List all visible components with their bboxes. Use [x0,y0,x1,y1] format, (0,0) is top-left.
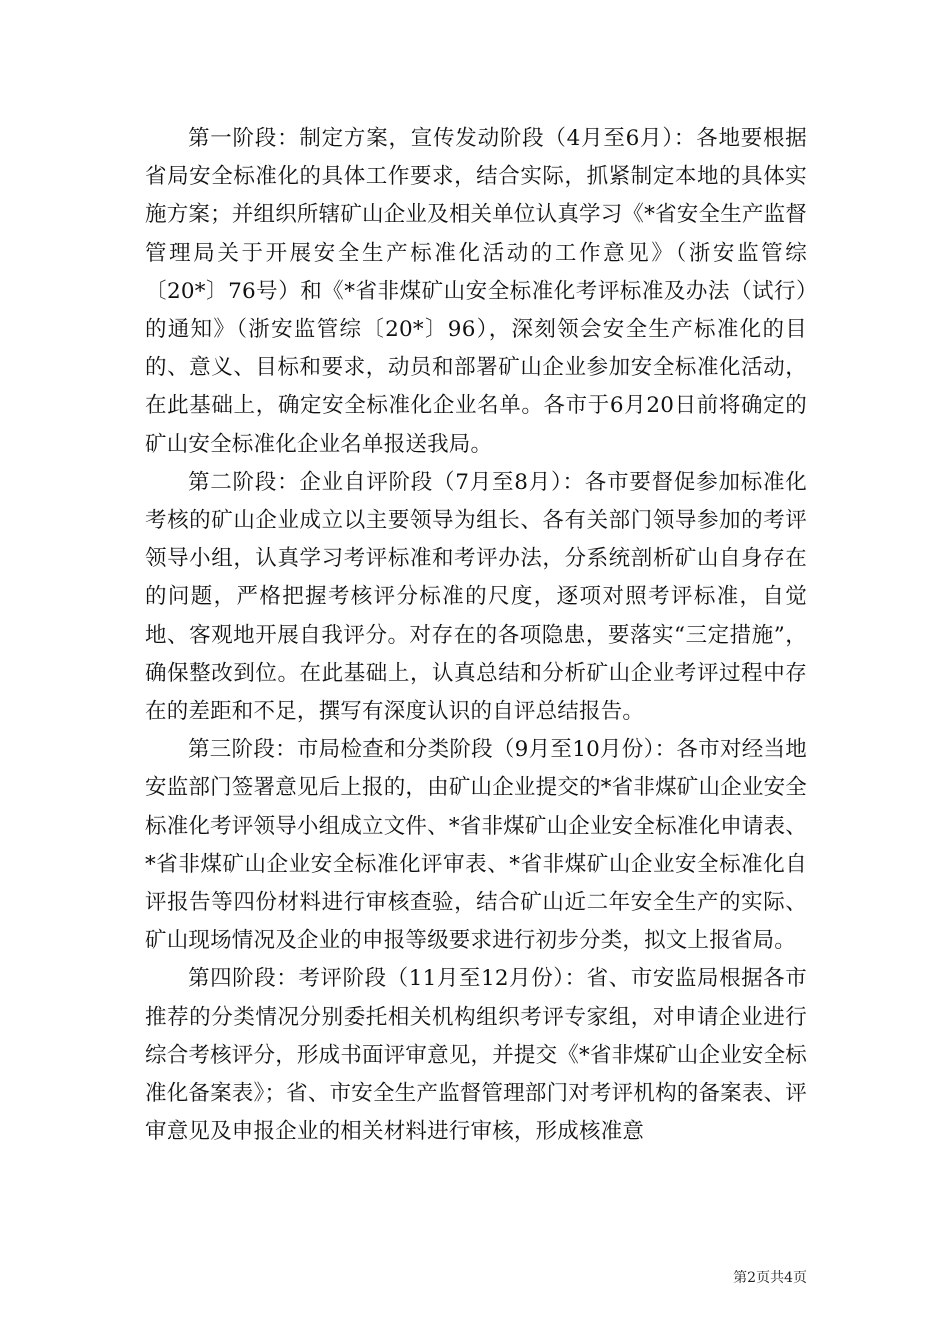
paragraph-stage-three: 第三阶段：市局检查和分类阶段（9月至10月份）：各市对经当地安监部门签署意见后上报的，由矿山企业提交的*省非煤矿山企业安全标准化考评领导小组成立文件、*省非煤矿山企业安全标准化申请表、*省非煤矿山企业安全标准化评审表、*省非煤矿山企业安全标准化自评报告等四份材料进行审核查验，结合矿山近二年安全生产的实际、矿山现场情况及企业的申报等级要求进行初步分类，拟文上报省局。 [145,737,807,954]
paragraph-stage-one: 第一阶段：制定方案，宣传发动阶段（4月至6月）：各地要根据省局安全标准化的具体工作要求，结合实际，抓紧制定本地的具体实施方案；并组织所辖矿山企业及相关单位认真学习《*省安全生产监督管理局关于开展安全生产标准化活动的工作意见》（浙安监管综〔20*〕76号）和《*省非煤矿山安全标准化考评标准及办法（试行）的通知》（浙安监管综〔20*〕96），深刻领会安全生产标准化的目的、意义、目标和要求，动员和部署矿山企业参加安全标准化活动，在此基础上，确定安全标准化企业名单。各市于6月20日前将确定的矿山安全标准化企业名单报送我局。 [145,126,807,457]
document-body [145,120,807,1151]
paragraph-stage-two: 第二阶段：企业自评阶段（7月至8月）：各市要督促参加标准化考核的矿山企业成立以主要领导为组长、各有关部门领导参加的考评领导小组，认真学习考评标准和考评办法，分系统剖析矿山自身存在的问题，严格把握考核评分标准的尺度，逐项对照考评标准，自觉地、客观地开展自我评分。对存在的各项隐患，要落实“三定措施”，确保整改到位。在此基础上，认真总结和分析矿山企业考评过程中存在的差距和不足，撰写有深度认识的自评总结报告。 [145,469,807,725]
paragraph-stage-four: 第四阶段：考评阶段（11月至12月份）：省、市安监局根据各市推荐的分类情况分别委托相关机构组织考评专家组，对申请企业进行综合考核评分，形成书面评审意见，并提交《*省非煤矿山企业安全标准化备案表》；省、市安全生产监督管理部门对考评机构的备案表、评审意见及申报企业的相关材料进行审核，形成核准意 [145,966,807,1145]
page-number-footer: 第2页共4页 [733,1270,807,1286]
